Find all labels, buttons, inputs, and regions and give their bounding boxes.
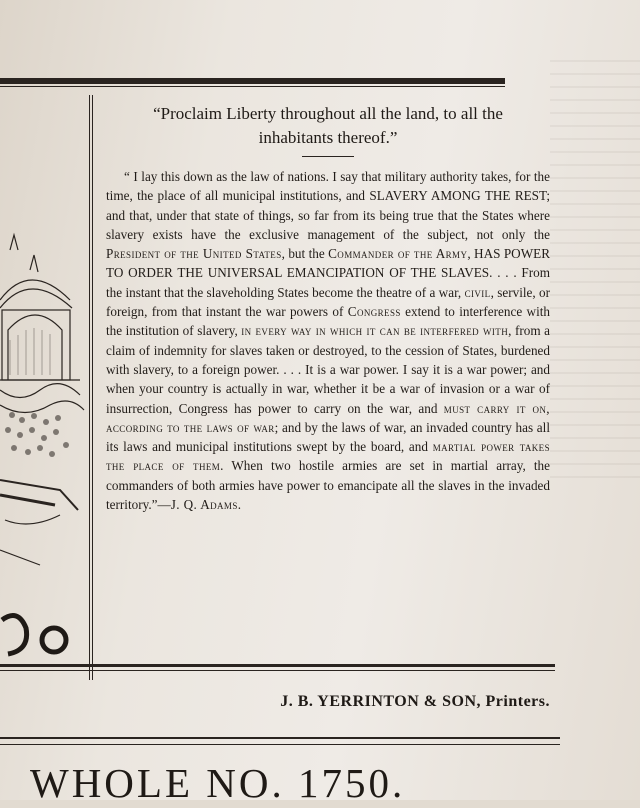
quotation-block bbox=[106, 102, 550, 514]
quotation-segment: , servile, or foreign, from that instant the war powers of bbox=[106, 284, 551, 320]
top-rule bbox=[0, 78, 505, 84]
adams-quotation bbox=[106, 167, 550, 514]
headline-separator bbox=[302, 156, 354, 157]
top-rule-thin bbox=[0, 86, 505, 87]
quotation-segment: Congress bbox=[347, 304, 401, 320]
liberty-headline: “Proclaim Liberty throughout all the land, to all the inhabitants thereof.” bbox=[153, 104, 503, 147]
quotation-segment: . When two hostile armies are set in martial array, the commanders of both armies have power to emancipate all the slaves in the invaded territory.”— bbox=[106, 458, 550, 513]
quotation-segment: civil bbox=[464, 284, 491, 300]
footer-rule-thin bbox=[0, 744, 560, 745]
footer-rule bbox=[0, 737, 560, 739]
quotation-segment: extend to interference with the institution of slavery, bbox=[106, 304, 550, 339]
quotation-segment: must carry it on, according to the laws of war bbox=[106, 400, 551, 435]
quotation-segment: Commander of the Army bbox=[328, 246, 468, 262]
bleed-through-texture bbox=[550, 60, 640, 480]
quotation-segment: martial power takes the place of them bbox=[106, 439, 550, 474]
quotation-text bbox=[106, 169, 550, 512]
column-divider bbox=[89, 95, 90, 680]
quotation-segment: in every way in which it can be interfered with bbox=[241, 323, 509, 339]
masthead-engraving bbox=[0, 230, 86, 590]
bottom-rule-thin bbox=[0, 670, 555, 671]
quotation-segment: President of the United States bbox=[106, 246, 282, 262]
bottom-rule bbox=[0, 664, 555, 667]
issue-number: WHOLE NO. 1750. bbox=[30, 760, 406, 806]
quotation-segment: , from a claim of indemnity for slaves taken or destroyed, to the cession of States, burdened with slavery, to a foreign power. . . . It is a war power. I say it is a war power; and when your country is actually in war, whether it be a war of invasion or a war of insurrection, Congress has power to carry on the war, and bbox=[106, 323, 550, 416]
masthead-letters-fragment bbox=[0, 610, 88, 660]
quotation-segment: , HAS POWER TO ORDER THE UNIVERSAL EMANCIPATION OF THE SLAVES. . . . From the instant that the slaveholding States become the theatre of a war, bbox=[106, 246, 550, 300]
quotation-segment: ; and by the laws of war, an invaded country has all its laws and municipal institutions swept by the board, and bbox=[106, 419, 550, 455]
quotation-segment: , but the bbox=[281, 246, 329, 262]
quotation-segment: “ I lay this down as the law of nations. I say that military authority takes, for the time, the place of all municipal institutions, and SLAVERY AMONG THE REST; and that, under that state of things, so far from its being true that the States where slavery exists have the exclusive management of the subject, not only the bbox=[106, 169, 550, 242]
printer-credit: J. B. YERRINTON & SON, Printers. bbox=[280, 693, 550, 710]
quotation-attribution: J. Q. Adams. bbox=[170, 497, 242, 513]
